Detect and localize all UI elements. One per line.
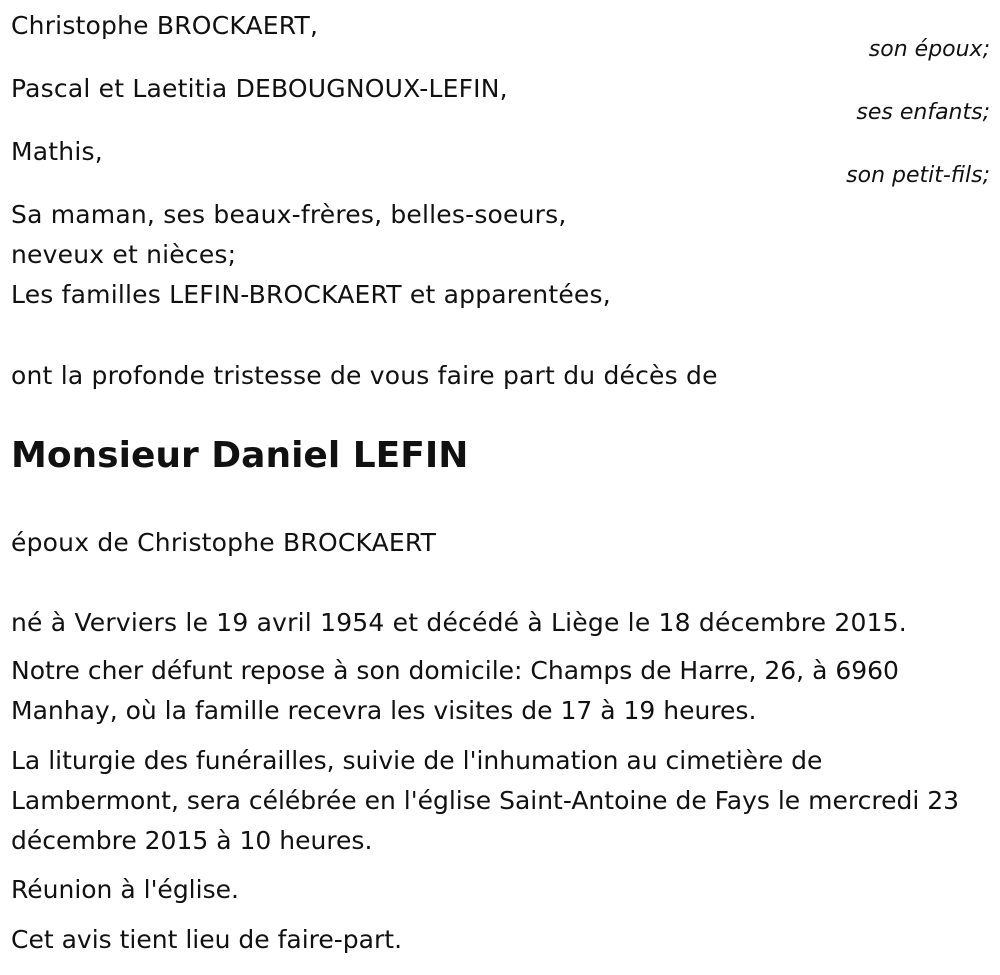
- rest-place-paragraph: Notre cher défunt repose à son domicile: Champs de Harre, 26, à 6960 Manhay, où la famille recevra les visites de 17 à 19 heures.: [11, 656, 899, 725]
- family-member-spouse: Christophe BROCKAERT,: [11, 11, 319, 40]
- family-role-grandson: son petit-fils;: [846, 163, 990, 188]
- notice-line: Cet avis tient lieu de faire-part.: [11, 925, 403, 954]
- birth-death-line: né à Verviers le 19 avril 1954 et décédé à Liège le 18 décembre 2015.: [11, 608, 907, 637]
- family-role-spouse: son époux;: [868, 37, 990, 62]
- family-member-grandson: Mathis,: [11, 137, 103, 166]
- deceased-name: Monsieur Daniel LEFIN: [11, 435, 469, 476]
- family-role-children: ses enfants;: [856, 100, 990, 125]
- family-member-children: Pascal et Laetitia DEBOUGNOUX-LEFIN,: [11, 74, 508, 103]
- funeral-paragraph: La liturgie des funérailles, suivie de l'inhumation au cimetière de Lambermont, sera célébrée en l'église Saint-Antoine de Fays le mercredi 23 décembre 2015 à 10 heures.: [11, 746, 960, 855]
- relatives-line-2: neveux et nièces;: [11, 240, 237, 269]
- meeting-line: Réunion à l'église.: [11, 875, 239, 904]
- spouse-line: époux de Christophe BROCKAERT: [11, 528, 437, 557]
- relatives-line-1: Sa maman, ses beaux-frères, belles-soeurs,: [11, 200, 567, 229]
- announcement-intro: ont la profonde tristesse de vous faire part du décès de: [11, 361, 718, 390]
- relatives-line-3: Les familles LEFIN-BROCKAERT et apparentées,: [11, 280, 611, 309]
